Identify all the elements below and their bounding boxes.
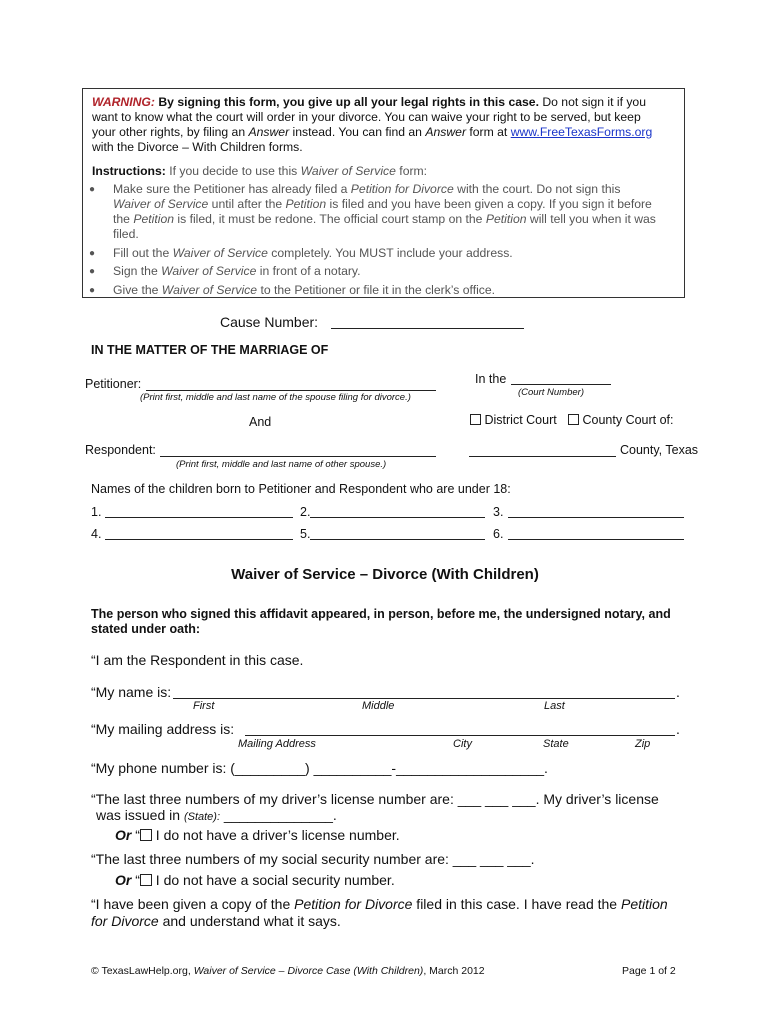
child-name-field-6[interactable]	[508, 539, 684, 540]
instruction-text: in front of a notary.	[256, 264, 361, 278]
city-caption: City	[453, 738, 472, 750]
dl-issued-text: was issued in	[96, 807, 184, 823]
or-label: Or	[115, 827, 132, 843]
last-name-caption: Last	[544, 700, 565, 712]
instruction-text: Make sure the Petitioner has already filed a	[113, 182, 351, 196]
cause-number-label: Cause Number:	[220, 314, 319, 330]
no-ssn-option[interactable]: Or “ I do not have a social security number.	[115, 872, 395, 888]
footer-form-name: Waiver of Service – Divorce Case (With Children)	[193, 965, 424, 977]
ssn-line[interactable]: “The last three numbers of my social security number are: ___ ___ ___.	[91, 851, 535, 867]
state-caption: State	[543, 738, 569, 750]
copy-statement-line-1	[91, 896, 668, 912]
instruction-text: Sign the	[113, 264, 162, 278]
phone-number-line[interactable]: “My phone number is: (_________) __________-___________________.	[91, 760, 548, 776]
instruction-text: will tell you when it was	[526, 212, 656, 226]
bullet-icon: ●	[89, 248, 96, 259]
warning-line-1	[92, 95, 646, 110]
no-drivers-license-text: I do not have a driver’s license number.	[151, 827, 400, 843]
mailing-address-label: “My mailing address is:	[91, 721, 235, 737]
instruction-1-line-3	[113, 212, 656, 227]
county-name-field[interactable]	[469, 456, 616, 457]
district-court-checkbox[interactable]	[470, 414, 481, 425]
child-number: 5.	[300, 527, 311, 541]
child-number: 6.	[493, 527, 504, 541]
name-label: “My name is:	[91, 684, 172, 700]
mailing-address-caption: Mailing Address	[238, 738, 316, 750]
matter-heading: IN THE MATTER OF THE MARRIAGE OF	[91, 343, 329, 357]
warning-answer: Answer	[248, 125, 290, 139]
bullet-icon: ●	[89, 266, 96, 277]
first-name-caption: First	[193, 700, 215, 712]
instruction-italic: Waiver of Service	[113, 197, 209, 211]
child-name-field-3[interactable]	[508, 517, 684, 518]
instruction-text: the	[113, 212, 134, 226]
county-court-option[interactable]	[568, 413, 674, 427]
and-label: And	[249, 415, 272, 429]
period: .	[676, 684, 680, 700]
instructions-text: form:	[395, 164, 428, 178]
instruction-2	[113, 246, 513, 261]
children-heading: Names of the children born to Petitioner and Respondent who are under 18:	[91, 482, 511, 496]
affidavit-intro-line-1: The person who signed this affidavit appeared, in person, before me, the undersigned notary, and	[91, 607, 671, 621]
instruction-italic: Petition	[133, 212, 174, 226]
footer-text: , March 2012	[423, 965, 485, 977]
child-number: 1.	[91, 505, 102, 519]
middle-name-caption: Middle	[362, 700, 395, 712]
respondent-statement: “I am the Respondent in this case.	[91, 652, 304, 668]
instruction-text: until after the	[208, 197, 286, 211]
warning-line-2: want to know what the court will order in your divorce. You can waive your right to be served, but keep	[92, 110, 641, 124]
child-number: 2.	[300, 505, 311, 519]
bullet-icon: ●	[89, 184, 96, 195]
cause-number-field[interactable]	[331, 328, 524, 329]
district-court-option[interactable]	[470, 413, 557, 427]
respondent-caption: (Print first, middle and last name of other spouse.)	[176, 459, 387, 470]
no-drivers-license-option[interactable]: Or “ I do not have a driver’s license number.	[115, 827, 400, 843]
warning-text: Do not sign it if you	[542, 95, 646, 109]
warning-text: instead. You can find an	[289, 125, 426, 139]
instruction-italic: Waiver of Service	[172, 246, 268, 260]
instruction-text: is filed and you have been given a copy. If you sign it before	[326, 197, 652, 211]
copy-text: filed in this case. I have read the	[412, 896, 621, 912]
dl-state-label: (State):	[183, 811, 221, 823]
instruction-italic: Waiver of Service	[161, 264, 257, 278]
instruction-text: is filed, it must be redone. The official court stamp on the	[174, 212, 486, 226]
footer-credit	[91, 965, 485, 977]
petition-italic: for Divorce	[91, 913, 159, 929]
instruction-text: with the court. Do not sign this	[453, 182, 621, 196]
warning-text: form at	[466, 125, 511, 139]
affidavit-intro-line-2: stated under oath:	[91, 622, 201, 636]
form-title: Waiver of Service – Divorce (With Children)	[231, 566, 539, 583]
instruction-italic: Petition	[285, 197, 327, 211]
copy-statement-line-2	[91, 913, 341, 929]
or-label: Or	[115, 872, 132, 888]
footer-text: © TexasLawHelp.org,	[91, 965, 194, 977]
instruction-italic: Waiver of Service	[161, 283, 258, 297]
instructions-form-name: Waiver of Service	[300, 164, 396, 178]
warning-label: WARNING:	[92, 95, 155, 109]
child-name-field-2[interactable]	[310, 517, 485, 518]
warning-text: your other rights, by filing an	[92, 125, 249, 139]
instruction-italic: Petition for Divorce	[350, 182, 454, 196]
court-number-field[interactable]	[511, 384, 611, 385]
petition-italic: Petition for Divorce	[294, 896, 413, 912]
instruction-1-line-4: filed.	[113, 227, 139, 241]
mailing-address-field[interactable]	[245, 735, 675, 736]
instructions-label: Instructions:	[92, 164, 166, 178]
respondent-label: Respondent:	[85, 443, 156, 457]
instruction-italic: Petition	[485, 212, 527, 226]
drivers-license-line-1[interactable]: “The last three numbers of my driver’s license number are: ___ ___ ___. My driver’s license	[91, 791, 659, 807]
page-number: Page 1 of 2	[622, 965, 676, 977]
period: .	[676, 721, 680, 737]
instruction-4	[113, 283, 495, 298]
petitioner-name-field[interactable]	[146, 390, 436, 391]
instruction-text: completely. You MUST include your address.	[267, 246, 513, 260]
county-court-checkbox[interactable]	[568, 414, 579, 425]
no-ssn-checkbox[interactable]	[140, 874, 152, 886]
petition-italic: Petition	[621, 896, 668, 912]
warning-answer: Answer	[425, 125, 466, 139]
district-court-label: District Court	[484, 413, 557, 427]
warning-line-3	[92, 125, 652, 140]
instruction-text: to the Petitioner or file it in the clerk’s office.	[257, 283, 496, 297]
instruction-1-line-2	[113, 197, 652, 212]
in-the-label: In the	[475, 372, 507, 386]
instruction-1-line-1	[113, 182, 620, 197]
zip-caption: Zip	[635, 738, 651, 750]
instruction-text: Fill out the	[113, 246, 173, 260]
child-number: 3.	[493, 505, 504, 519]
warning-bold-text: By signing this form, you give up all your legal rights in this case.	[158, 95, 539, 109]
child-number: 4.	[91, 527, 102, 541]
respondent-name-field[interactable]	[160, 456, 436, 457]
copy-text: “I have been given a copy of the	[91, 896, 295, 912]
petitioner-caption: (Print first, middle and last name of the spouse filing for divorce.)	[140, 392, 411, 403]
no-ssn-text: I do not have a social security number.	[151, 872, 395, 888]
copy-text: and understand what it says.	[158, 913, 341, 929]
child-name-field-1[interactable]	[105, 517, 293, 518]
child-name-field-5[interactable]	[310, 539, 485, 540]
freetexasforms-link[interactable]: www.FreeTexasForms.org	[510, 125, 653, 139]
court-number-caption: (Court Number)	[518, 387, 584, 398]
dl-state-field[interactable]: ______________.	[220, 807, 337, 823]
instructions-intro	[92, 164, 427, 179]
no-drivers-license-checkbox[interactable]	[140, 829, 152, 841]
petitioner-label: Petitioner:	[85, 377, 142, 391]
county-texas-label: County, Texas	[620, 443, 699, 457]
instruction-text: Give the	[113, 283, 162, 297]
instruction-3	[113, 264, 361, 279]
drivers-license-line-2[interactable]	[96, 807, 337, 823]
bullet-icon: ●	[89, 285, 96, 296]
child-name-field-4[interactable]	[105, 539, 293, 540]
full-name-field[interactable]	[173, 698, 675, 699]
warning-line-4: with the Divorce – With Children forms.	[92, 140, 303, 154]
county-court-label: County Court of:	[582, 413, 674, 427]
instructions-text: If you decide to use this	[169, 164, 301, 178]
